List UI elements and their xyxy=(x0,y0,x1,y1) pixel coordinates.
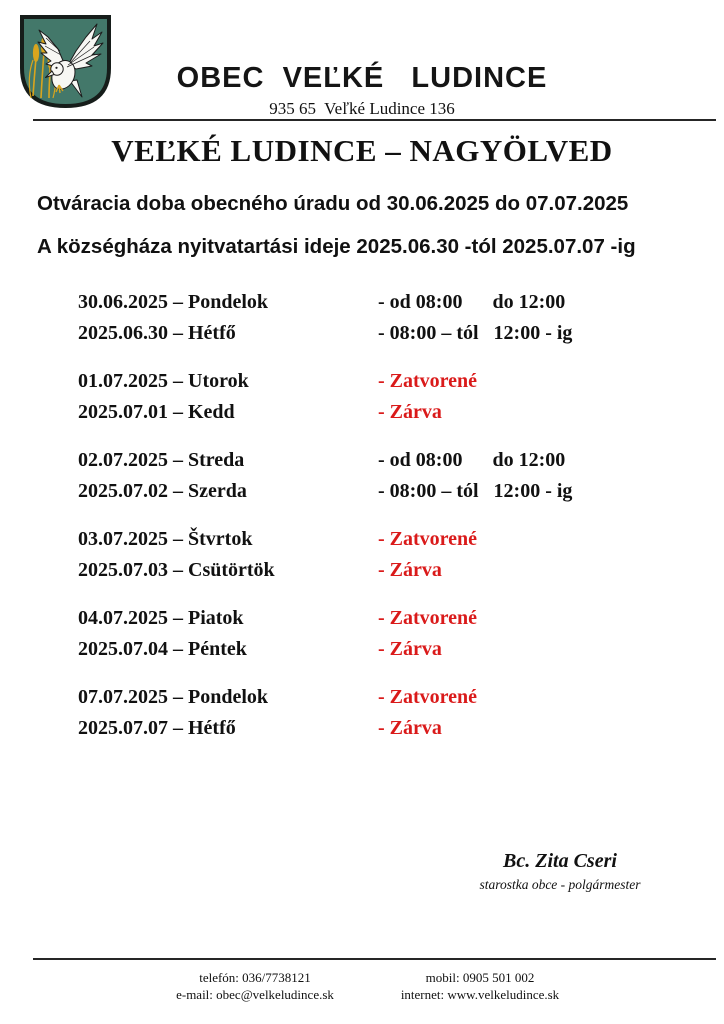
letterhead xyxy=(0,62,724,119)
date-cell: 2025.07.04 – Péntek xyxy=(78,638,247,660)
schedule-row xyxy=(78,682,704,713)
schedule-row xyxy=(78,713,704,744)
status-cell: - Zatvorené xyxy=(378,370,478,392)
org-address: 935 65 Veľké Ludince 136 xyxy=(269,99,455,118)
date-cell: 2025.07.07 – Hétfő xyxy=(78,717,236,739)
page-title: VEĽKÉ LUDINCE – NAGYÖLVED xyxy=(111,133,613,168)
header-divider xyxy=(33,119,716,121)
footer-phone: telefón: 036/7738121 xyxy=(199,970,311,985)
schedule-row xyxy=(78,603,704,634)
signatory-name: Bc. Zita Cseri xyxy=(503,850,617,872)
date-cell: 03.07.2025 – Štvrtok xyxy=(78,528,253,550)
date-cell: 04.07.2025 – Piatok xyxy=(78,607,244,629)
schedule-row xyxy=(78,634,704,665)
schedule-row xyxy=(78,397,704,428)
status-cell: - Zárva xyxy=(378,401,442,423)
status-cell: - 08:00 – tól 12:00 - ig xyxy=(378,480,573,502)
schedule-group xyxy=(78,366,704,428)
footer-contact-left xyxy=(128,969,382,1003)
footer-website: internet: www.velkeludince.sk xyxy=(400,987,560,1002)
schedule-row xyxy=(78,366,704,397)
footer-divider xyxy=(33,958,716,960)
date-cell: 2025.07.03 – Csütörtök xyxy=(78,559,275,581)
schedule-group xyxy=(78,287,704,349)
status-cell: - Zatvorené xyxy=(378,607,478,629)
signatory-role: starostka obce - polgármester xyxy=(479,877,641,892)
status-cell: - Zatvorené xyxy=(378,528,478,550)
date-cell: 02.07.2025 – Streda xyxy=(78,449,245,471)
signature-block xyxy=(420,850,700,893)
opening-hours-line-sk: Otváracia doba obecného úradu od 30.06.2025 do 07.07.2025 xyxy=(37,192,629,215)
opening-hours-line-hu: A községháza nyitvatartási ideje 2025.06.30 -tól 2025.07.07 -ig xyxy=(37,235,636,258)
date-cell: 2025.07.01 – Kedd xyxy=(78,401,235,423)
org-name: OBEC VEĽKÉ LUDINCE xyxy=(176,62,548,94)
schedule-row xyxy=(78,287,704,318)
footer-contact-right xyxy=(348,969,612,1003)
schedule-row xyxy=(78,445,704,476)
status-cell: - 08:00 – tól 12:00 - ig xyxy=(378,322,573,344)
schedule-row xyxy=(78,476,704,507)
status-cell: - Zatvorené xyxy=(378,686,478,708)
intro-section xyxy=(37,192,710,278)
date-cell: 30.06.2025 – Pondelok xyxy=(78,291,269,313)
date-cell: 01.07.2025 – Utorok xyxy=(78,370,249,392)
schedule xyxy=(78,287,704,761)
status-cell: - Zárva xyxy=(378,717,442,739)
schedule-row xyxy=(78,555,704,586)
date-cell: 2025.07.02 – Szerda xyxy=(78,480,247,502)
footer-mobile: mobil: 0905 501 002 xyxy=(425,970,535,985)
schedule-group xyxy=(78,445,704,507)
status-cell: - od 08:00 do 12:00 xyxy=(378,449,566,471)
date-cell: 07.07.2025 – Pondelok xyxy=(78,686,269,708)
status-cell: - od 08:00 do 12:00 xyxy=(378,291,566,313)
status-cell: - Zárva xyxy=(378,638,442,660)
schedule-row xyxy=(78,524,704,555)
schedule-group xyxy=(78,603,704,665)
date-cell: 2025.06.30 – Hétfő xyxy=(78,322,236,344)
schedule-group xyxy=(78,682,704,744)
status-cell: - Zárva xyxy=(378,559,442,581)
schedule-group xyxy=(78,524,704,586)
schedule-row xyxy=(78,318,704,349)
footer-email: e-mail: obec@velkeludince.sk xyxy=(176,987,334,1002)
